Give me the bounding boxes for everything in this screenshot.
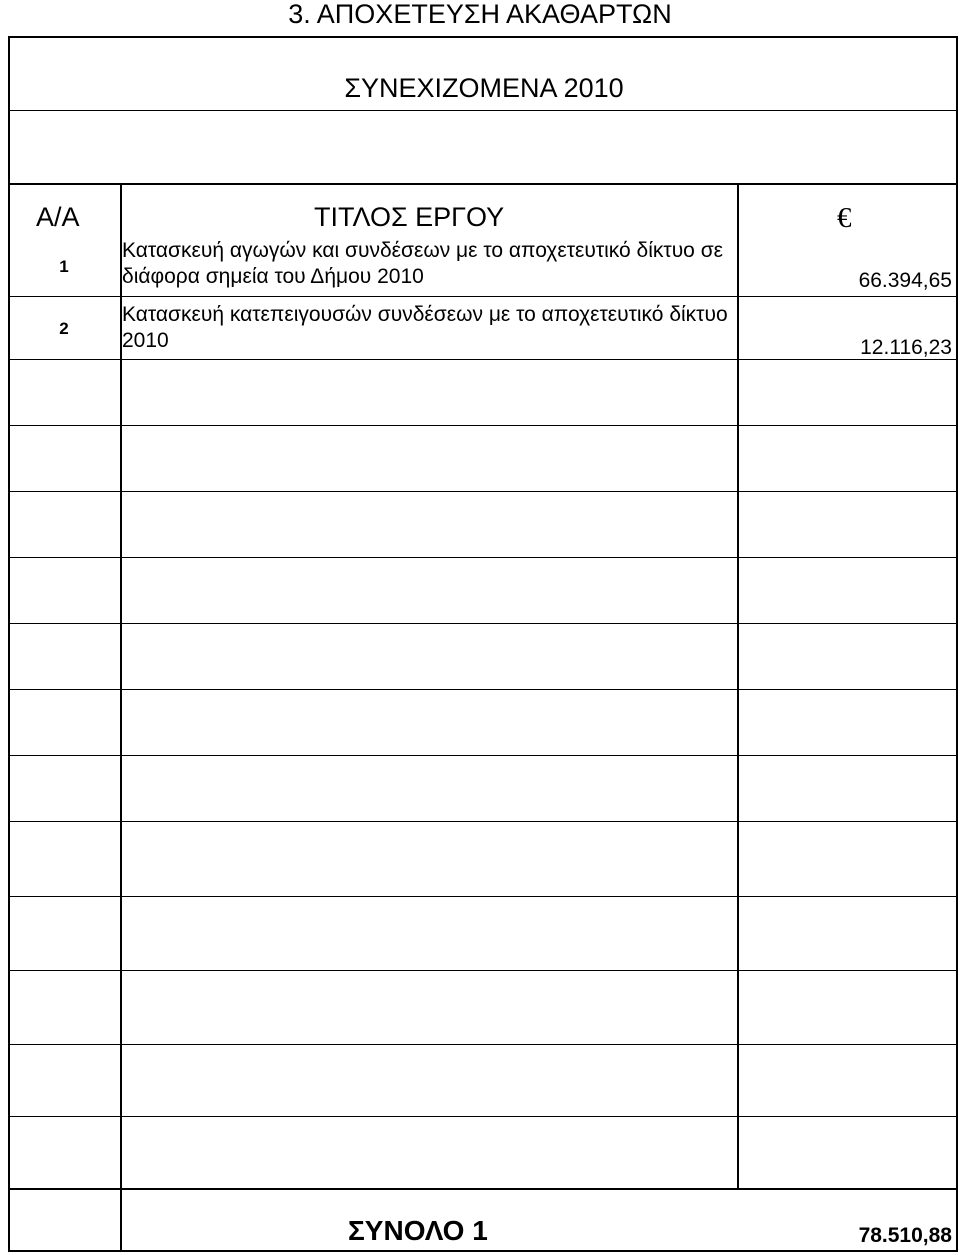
total-label: ΣΥΝΟΛΟ 1 — [348, 1215, 488, 1246]
row-divider — [8, 821, 958, 822]
row-divider — [8, 689, 958, 690]
row-divider — [8, 970, 958, 971]
column-divider-amount — [737, 183, 739, 1188]
column-header-index: Α/Α — [36, 202, 80, 232]
header-divider — [8, 183, 958, 185]
row-divider — [8, 623, 958, 624]
row-divider — [8, 491, 958, 492]
row-1-index: 1 — [59, 257, 69, 276]
row-divider — [8, 1116, 958, 1117]
row-2-amount: 12.116,23 — [860, 336, 952, 359]
table-border-top — [8, 36, 958, 38]
page-title: 3. ΑΠΟΧΕΤΕΥΣΗ ΑΚΑΘΑΡΤΩΝ — [288, 0, 672, 29]
row-1-amount: 66.394,65 — [858, 269, 952, 292]
row-divider — [8, 755, 958, 756]
row-divider — [8, 359, 958, 360]
row-divider — [8, 896, 958, 897]
subtitle-divider — [8, 110, 958, 111]
row-divider — [8, 425, 958, 426]
table-border-right — [956, 36, 958, 1251]
row-2-index: 2 — [59, 319, 69, 338]
row-divider — [8, 1044, 958, 1045]
row-divider — [8, 557, 958, 558]
total-divider — [8, 1188, 958, 1190]
row-2-title: Κατασκευή κατεπειγουσών συνδέσεων με το αποχετευτικό δίκτυο 2010 — [122, 303, 728, 352]
column-header-title: ΤΙΤΛΟΣ ΕΡΓΟΥ — [314, 202, 505, 232]
page-subtitle: ΣΥΝΕΧΙΖΟΜΕΝΑ 2010 — [344, 73, 624, 103]
row-1-title: Κατασκευή αγωγών και συνδέσεων με το αποχετευτικό δίκτυο σε διάφορα σημεία του Δήμου 2010 — [122, 239, 724, 288]
table-border-bottom — [8, 1250, 958, 1252]
table-border-left — [8, 36, 10, 1251]
column-header-amount: € — [837, 202, 852, 234]
row-divider — [8, 296, 958, 297]
total-amount: 78.510,88 — [858, 1224, 952, 1247]
